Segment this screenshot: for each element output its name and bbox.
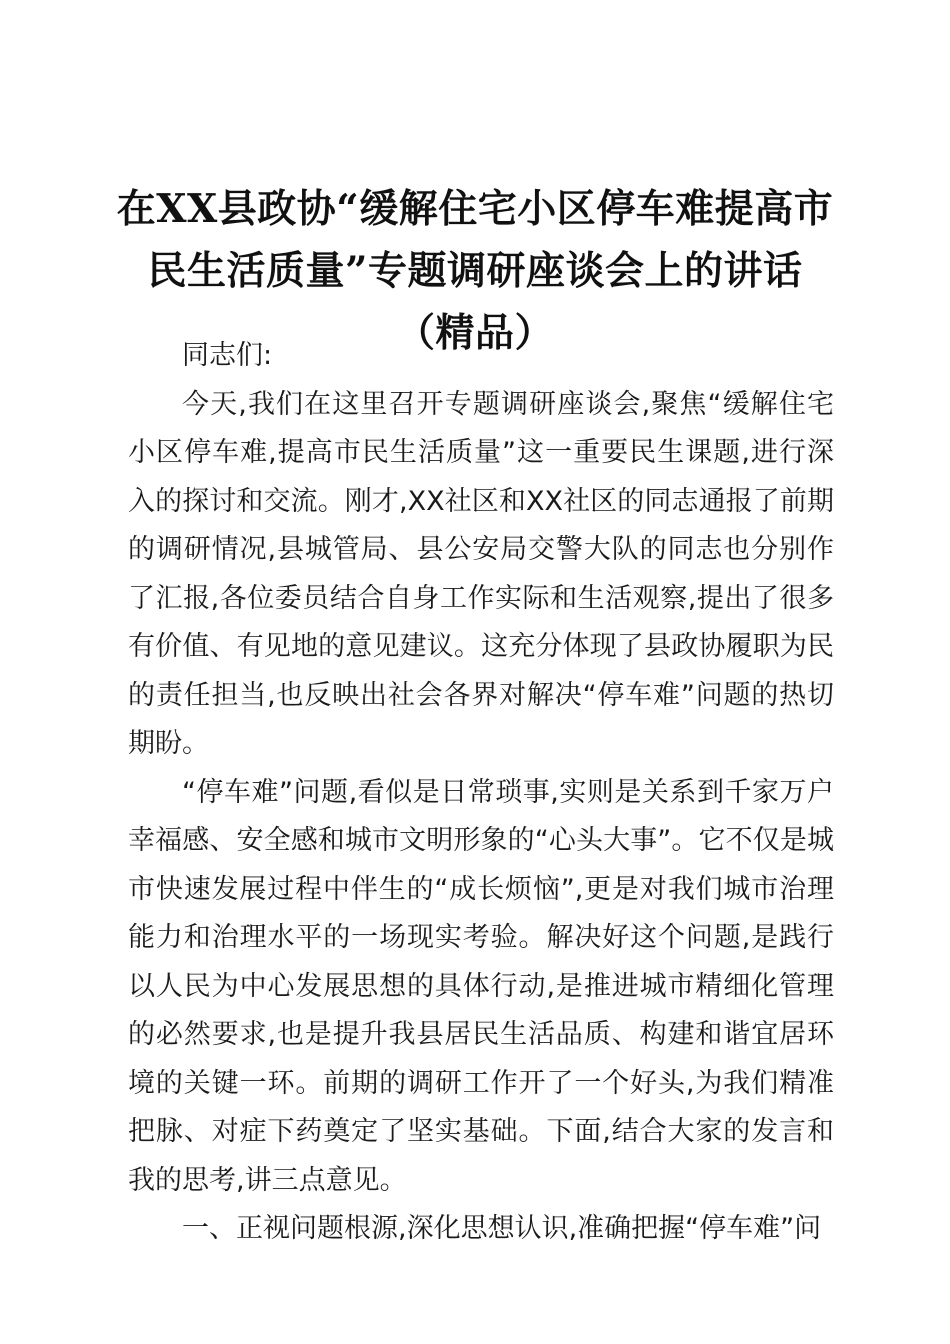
document-body (128, 332, 834, 1254)
document-title: 在XX县政协“缓解住宅小区停车难提高市民生活质量”专题调研座谈会上的讲话（精品） (116, 186, 834, 356)
paragraph-intro: 今天,我们在这里召开专题调研座谈会,聚焦“缓解住宅小区停车难,提高市民生活质量”这一重要民生课题,进行深入的探讨和交流。刚才,XX社区和XX社区的同志通报了前期的调研情况,县城管局、县公安局交警大队的同志也分别作了汇报,各位委员结合自身工作实际和生活观察,提出了很多有价值、有见地的意见建议。这充分体现了县政协履职为民的责任担当,也反映出社会各界对解决“停车难”问题的热切期盼。 (128, 388, 834, 759)
salutation: 同志们: (182, 340, 273, 371)
paragraph-significance: “停车难”问题,看似是日常琐事,实则是关系到千家万户幸福感、安全感和城市文明形象的“心头大事”。它不仅是城市快速发展过程中伴生的“成长烦恼”,更是对我们城市治理能力和治理水平的一场现实考验。解决好这个问题,是践行以人民为中心发展思想的具体行动,是推进城市精细化管理的必然要求,也是提升我县居民生活品质、构建和谐宜居环境的关键一环。前期的调研工作开了一个好头,为我们精准把脉、对症下药奠定了坚实基础。下面,结合大家的发言和我的思考,讲三点意见。 (128, 776, 834, 1196)
section-heading-1: 一、正视问题根源,深化思想认识,准确把握“停车难”问 (182, 1213, 822, 1244)
